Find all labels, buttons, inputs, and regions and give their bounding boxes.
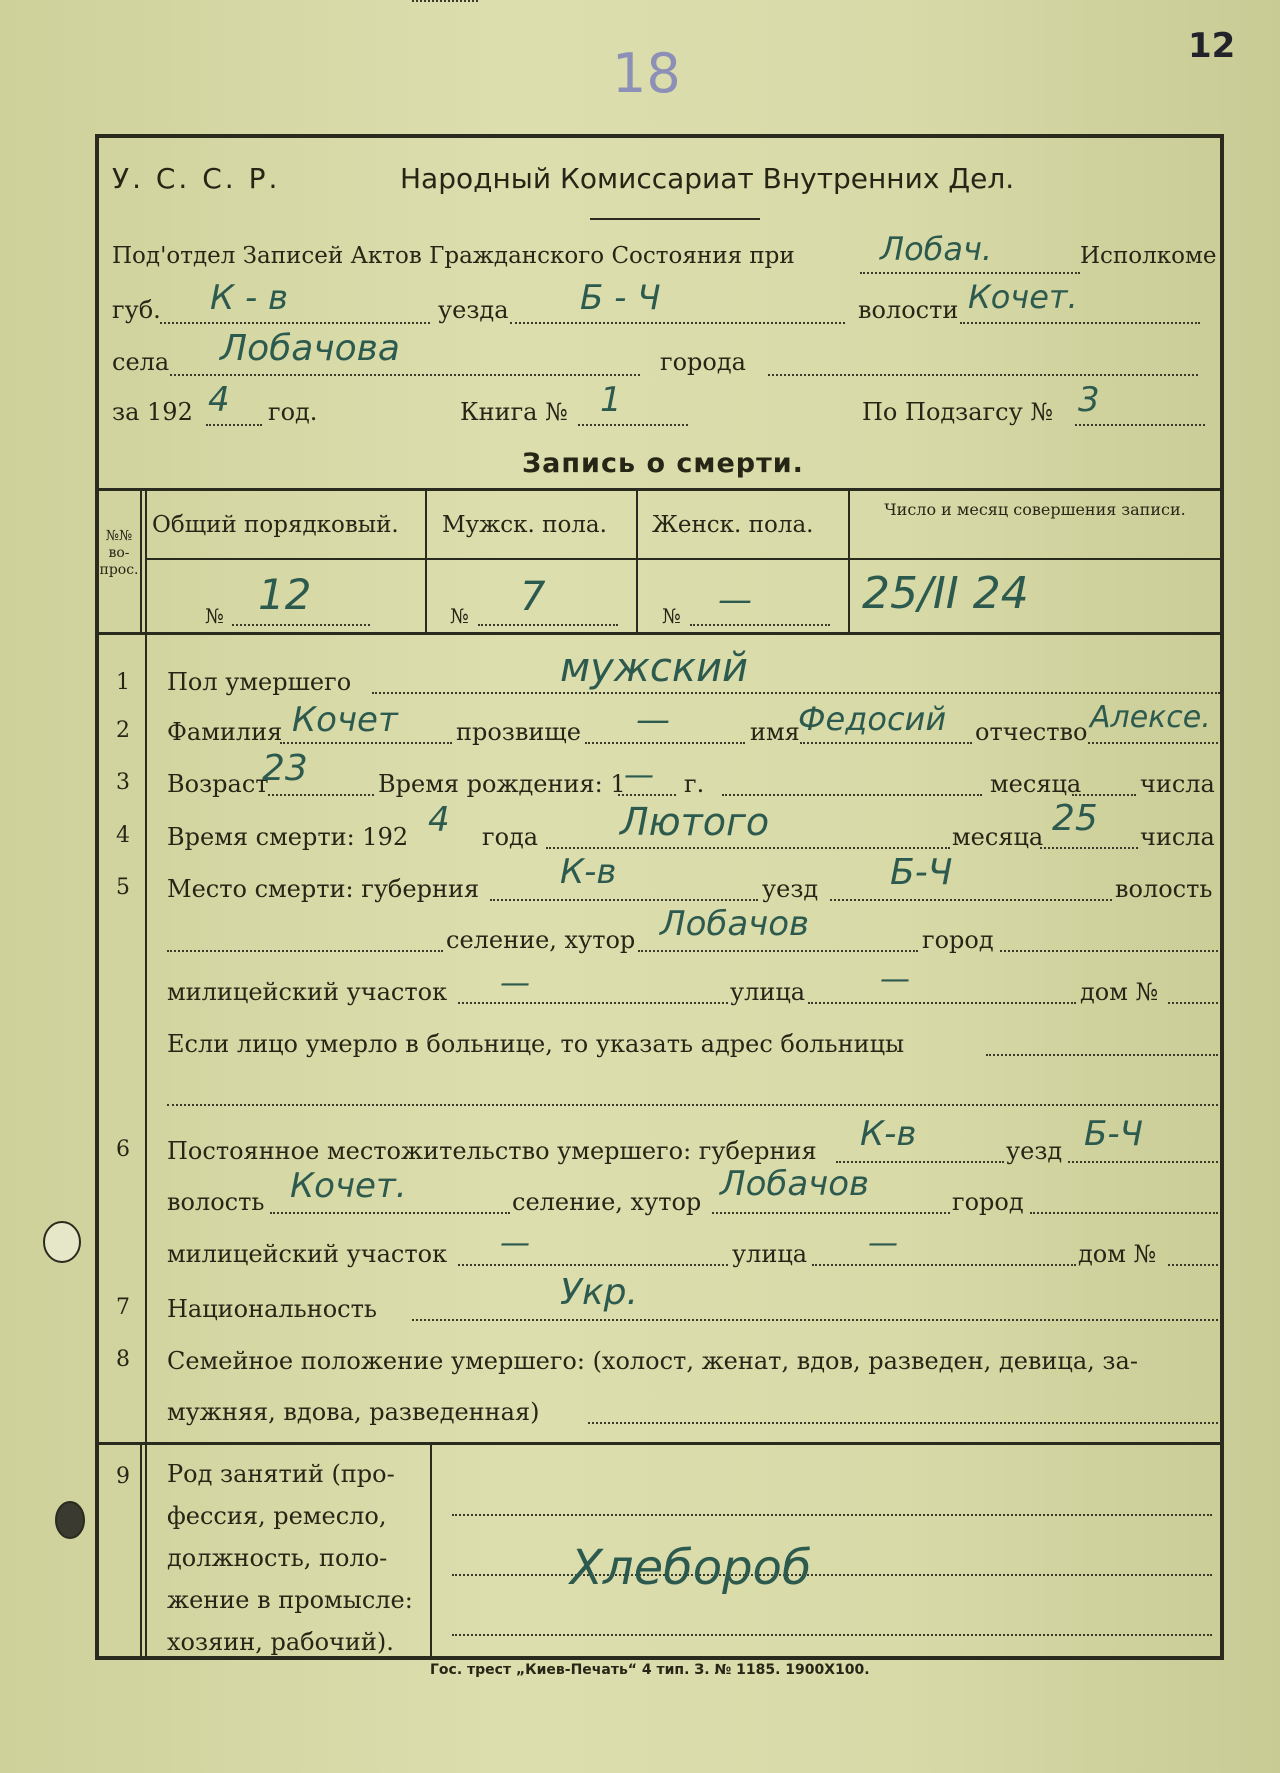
q5-street-value: — — [880, 962, 910, 997]
row-number-3: 3 — [116, 770, 130, 795]
ispolkom-label: Исполкоме — [1080, 243, 1217, 269]
year-label: за 192 — [112, 398, 193, 426]
pencil-archive-mark: 18 — [612, 42, 681, 105]
q9-line5: хозяин, рабочий). — [167, 1628, 394, 1656]
q6-volost-label: волость — [167, 1188, 265, 1216]
subdept-label: Под'отдел Записей Актов Гражданского Состояния при — [112, 243, 795, 269]
q2-surname-label: Фамилия — [167, 718, 283, 746]
volost-label: волости — [858, 296, 959, 324]
q2-patronymic-label: отчество — [975, 718, 1088, 746]
q6-uezd-value: Б-Ч — [1084, 1114, 1143, 1154]
kniga-label: Книга № — [460, 398, 568, 426]
q2-nick-label: прозвище — [456, 718, 581, 746]
q9-line3: должность, поло- — [167, 1544, 388, 1572]
q4-year-value: 4 — [428, 800, 450, 840]
q3-year-suffix: г. — [684, 770, 705, 798]
q5-street-label: улица — [730, 978, 806, 1006]
printer-imprint: Гос. трест „Киев-Печать“ 4 тип. З. № 1185. 1900X100. — [430, 1662, 870, 1678]
q4-label: Время смерти: 192 — [167, 823, 409, 851]
uezd-label: уезда — [438, 296, 509, 324]
punch-hole-upper — [44, 1222, 80, 1262]
q3-age-value: 23 — [262, 748, 308, 789]
male-number-value: 7 — [520, 574, 546, 620]
gub-value: К - в — [210, 278, 289, 318]
record-title: Запись о смерти. — [522, 448, 804, 479]
q7-value: Укр. — [560, 1272, 638, 1313]
q3-birth-value: — — [624, 758, 654, 793]
q5-label: Место смерти: губерния — [167, 875, 480, 903]
q2-name-value: Федосий — [798, 700, 947, 738]
q1-label: Пол умершего — [167, 668, 352, 696]
q9-line2: фессия, ремесло, — [167, 1502, 387, 1530]
q6-street-value: — — [868, 1226, 898, 1261]
republic-label: У. С. С. Р. — [112, 162, 281, 195]
commissariat-title: Народный Комиссариат Внутренних Дел. — [400, 162, 1015, 195]
q5-gorod-label: город — [922, 926, 994, 954]
q7-label: Национальность — [167, 1295, 377, 1323]
q4-month-label: месяца — [952, 823, 1044, 851]
question-number-header: №№ во- прос. — [99, 528, 139, 578]
q9-line1: Род занятий (про- — [167, 1460, 395, 1488]
female-no-sign: № — [662, 604, 681, 628]
q5-selenie-value: Лобачов — [660, 904, 810, 944]
q3-day-label: числа — [1140, 770, 1215, 798]
q4-day-value: 25 — [1052, 798, 1098, 839]
q5-selenie-label: селение, хутор — [446, 926, 636, 954]
row-number-1: 1 — [116, 670, 130, 695]
q2-surname-value: Кочет — [292, 700, 398, 740]
q9-value: Хлебороб — [570, 1540, 812, 1596]
q3-birth-label: Время рождения: 1 — [378, 770, 626, 798]
kniga-value: 1 — [600, 380, 622, 420]
q6-gub-value: К-в — [860, 1114, 917, 1154]
col-male-header: Мужск. пола. — [442, 512, 607, 538]
q5-house-label: дом № — [1080, 978, 1159, 1006]
god-label: год. — [268, 398, 318, 426]
q5-uezd-label: уезд — [762, 875, 819, 903]
podzags-label: По Подзагсу № — [862, 398, 1054, 426]
q2-name-label: имя — [750, 718, 800, 746]
male-no-sign: № — [450, 604, 469, 628]
q5-militia-label: милицейский участок — [167, 978, 448, 1006]
q4-goda-label: года — [482, 823, 539, 851]
general-no-sign: № — [205, 604, 224, 628]
row-number-6: 6 — [116, 1137, 130, 1162]
row-number-8: 8 — [116, 1347, 130, 1372]
q6-label: Постоянное местожительство умершего: губерния — [167, 1137, 817, 1165]
general-number-value: 12 — [258, 570, 312, 619]
q6-selenie-value: Лобачов — [720, 1164, 870, 1204]
q5-volost-label: волость — [1115, 875, 1213, 903]
q6-selenie-label: селение, хутор — [512, 1188, 702, 1216]
q6-street-label: улица — [732, 1240, 808, 1268]
q6-militia-label: милицейский участок — [167, 1240, 448, 1268]
q6-uezd-label: уезд — [1006, 1137, 1063, 1165]
col-date-header: Число и месяц совершения записи. — [884, 500, 1186, 519]
q1-value: мужский — [560, 645, 749, 691]
q4-day-label: числа — [1140, 823, 1215, 851]
q6-house-label: дом № — [1078, 1240, 1157, 1268]
col-general-header: Общий порядковый. — [152, 512, 399, 538]
record-date-value: 25/II 24 — [862, 568, 1029, 619]
q5-uezd-value: Б-Ч — [890, 852, 953, 893]
q3-month-label: месяца — [990, 770, 1082, 798]
sheet-number: 12 — [1188, 26, 1236, 66]
gorod-label: города — [660, 348, 746, 376]
q2-nick-value: — — [636, 700, 670, 740]
q5-militia-value: — — [500, 966, 530, 1001]
row-number-5: 5 — [116, 875, 130, 900]
q8-line1: Семейное положение умершего: (холост, женат, вдов, разведен, девица, за- — [167, 1347, 1138, 1375]
punch-hole-lower — [56, 1502, 84, 1538]
selo-value: Лобачова — [220, 328, 400, 369]
row-number-4: 4 — [116, 823, 130, 848]
row-number-2: 2 — [116, 718, 130, 743]
q4-month-value: Лютого — [620, 800, 770, 844]
ispolkom-value: Лобач. — [880, 230, 993, 268]
row-number-7: 7 — [116, 1295, 130, 1320]
row-number-9: 9 — [116, 1464, 130, 1489]
q5-hospital-label: Если лицо умерло в больнице, то указать адрес больницы — [167, 1030, 905, 1058]
year-value: 4 — [208, 380, 230, 420]
selo-label: села — [112, 348, 170, 376]
q6-volost-value: Кочет. — [290, 1166, 407, 1206]
q2-patronymic-value: Алексе. — [1090, 700, 1211, 735]
volost-value: Кочет. — [968, 278, 1078, 316]
q3-age-label: Возраст — [167, 770, 269, 798]
gub-label: губ. — [112, 296, 161, 324]
q6-militia-value: — — [500, 1226, 530, 1261]
q9-line4: жение в промысле: — [167, 1586, 413, 1614]
podzags-value: 3 — [1078, 380, 1100, 420]
q6-gorod-label: город — [952, 1188, 1024, 1216]
q8-line2: мужняя, вдова, разведенная) — [167, 1398, 540, 1426]
q5-gub-value: К-в — [560, 852, 617, 892]
female-number-value: — — [718, 580, 752, 620]
uezd-value: Б - Ч — [580, 278, 661, 318]
col-female-header: Женск. пола. — [652, 512, 814, 538]
